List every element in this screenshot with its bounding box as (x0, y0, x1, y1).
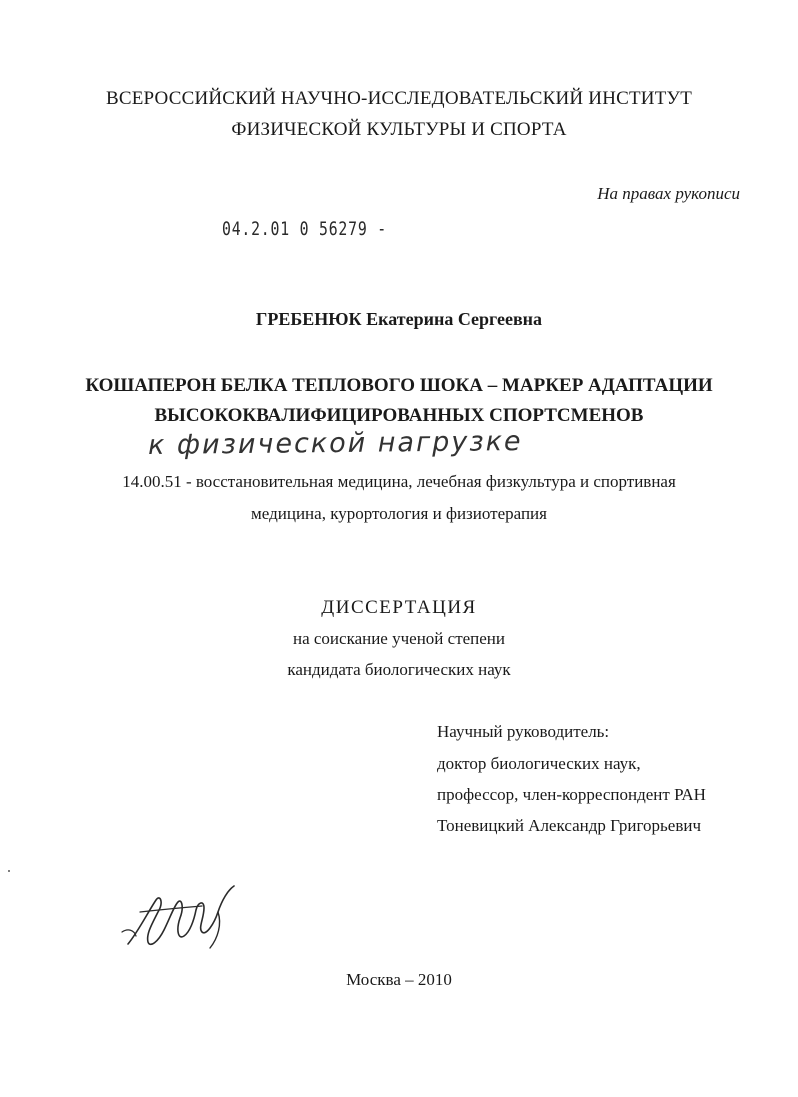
rights-note: На правах рукописи (597, 184, 740, 203)
city-year: Москва – 2010 (346, 970, 452, 989)
scan-speck (8, 870, 10, 872)
supervisor-name: Тоневицкий Александр Григорьевич (437, 816, 701, 835)
handwritten-title-addition: к физической нагрузке (147, 426, 523, 461)
degree-line1: на соискание ученой степени (292, 629, 506, 648)
specialty-line2: медицина, курортология и физиотерапия (251, 504, 547, 523)
author-name: ГРЕБЕНЮК Екатерина Сергеевна (255, 309, 543, 329)
supervisor-position: профессор, член-корреспондент РАН (437, 785, 706, 804)
institute-name-line1: ВСЕРОССИЙСКИЙ НАУЧНО-ИССЛЕДОВАТЕЛЬСКИЙ ИНСТИТУТ (106, 88, 692, 109)
dissertation-title-line1: КОШАПЕРОН БЕЛКА ТЕПЛОВОГО ШОКА – МАРКЕР АДАПТАЦИИ (85, 375, 713, 396)
institute-name-line2: ФИЗИЧЕСКОЙ КУЛЬТУРЫ И СПОРТА (231, 119, 567, 140)
supervisor-degree: доктор биологических наук, (437, 754, 641, 773)
dissertation-title-line2: ВЫСОКОКВАЛИФИЦИРОВАННЫХ СПОРТСМЕНОВ (154, 405, 644, 426)
registration-number: 04.2.01 0 56279 - (222, 218, 387, 240)
specialty-line1: 14.00.51 - восстановительная медицина, лечебная физкультура и спортивная (122, 472, 676, 491)
author-signature (118, 872, 248, 962)
dissertation-heading: ДИССЕРТАЦИЯ (321, 597, 477, 618)
supervisor-label: Научный руководитель: (437, 722, 610, 741)
degree-line2: кандидата биологических наук (287, 660, 511, 679)
